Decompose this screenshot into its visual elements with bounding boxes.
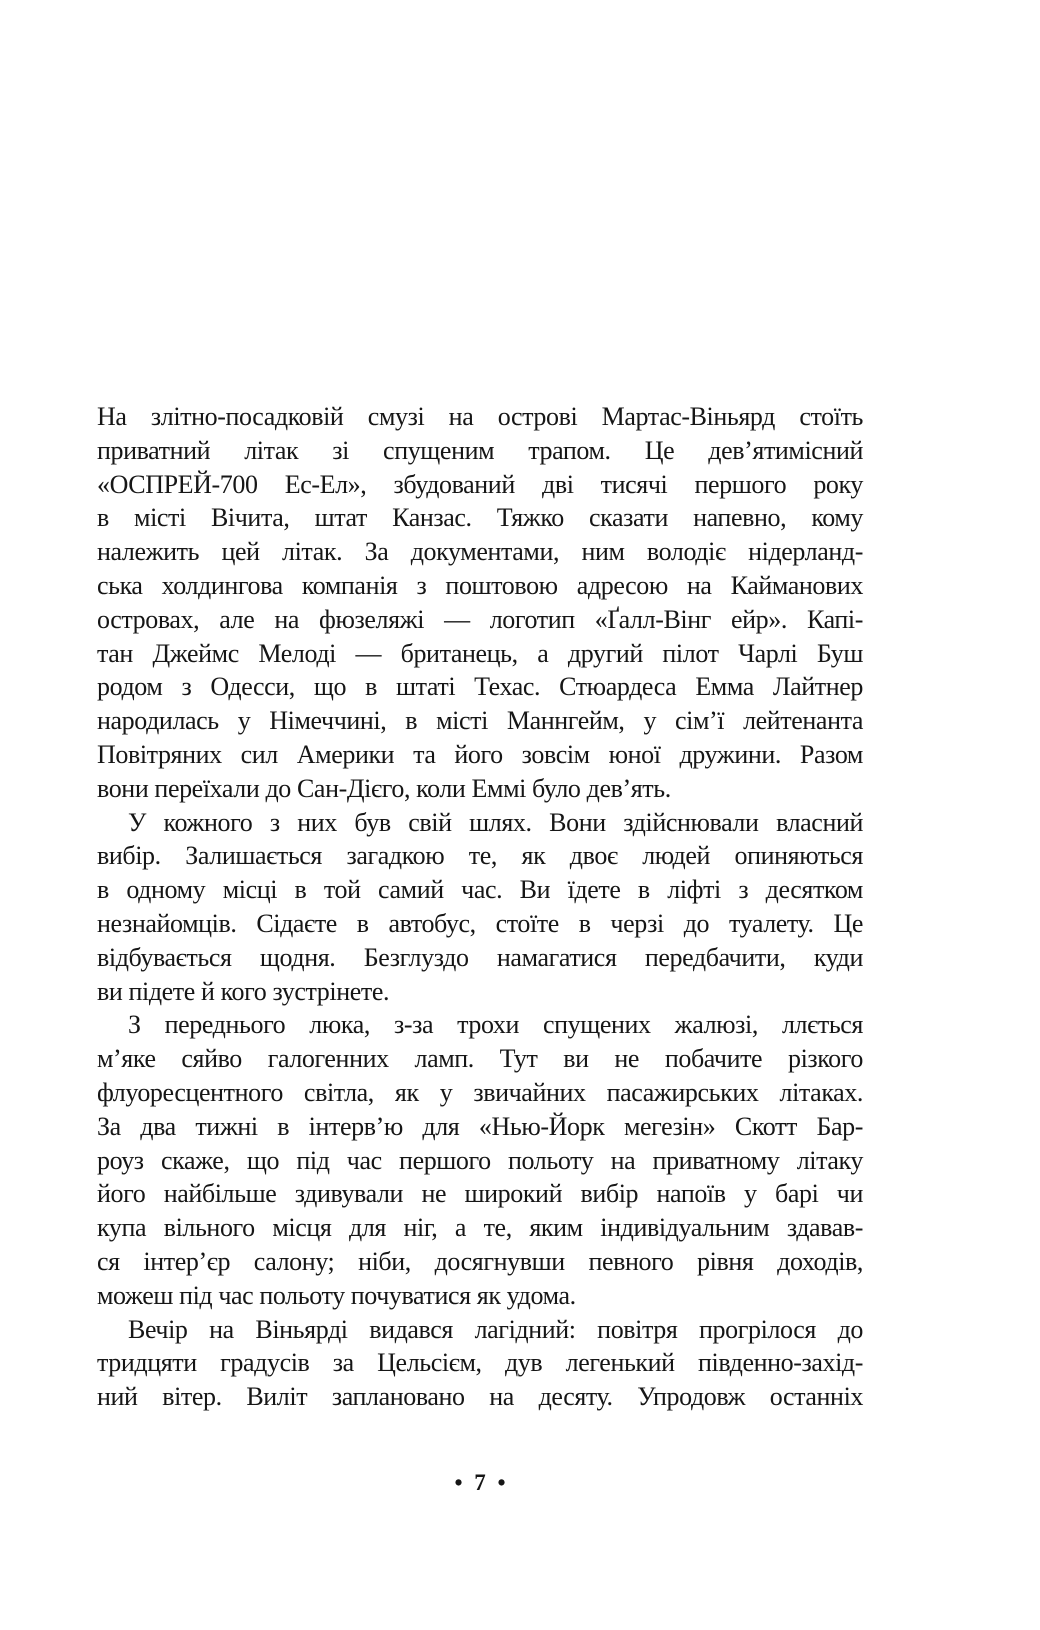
text-line: вибір. Залишається загадкою те, як двоє людей опиняються	[97, 841, 863, 871]
text-line: На злітно-посадковій смузі на острові Мартас-Віньярд стоїть	[97, 402, 863, 431]
text-line: народилась у Німеччині, в місті Маннгейм, у сім’ї лейтенанта	[97, 706, 863, 736]
text-line: в місті Вічита, штат Канзас. Тяжко сказати напевно, кому	[97, 503, 863, 533]
text-line: м’яке сяйво галогенних ламп. Тут ви не побачите різкого	[97, 1044, 863, 1074]
text-line: можеш під час польоту почуватися як удома.	[97, 1280, 576, 1310]
text-line: тридцяти градусів за Цельсієм, дув легенький південно-захід-	[97, 1348, 863, 1378]
text-line: належить цей літак. За документами, ним володіє нідерланд-	[97, 537, 863, 567]
text-line: ви підете й кого зустрінете.	[97, 976, 390, 1006]
text-line: приватний літак зі спущеним трапом. Це дев’ятимісний	[97, 435, 863, 465]
text-line: «ОСПРЕЙ-700 Ес-Ел», збудований дві тисячі першого року	[97, 469, 863, 499]
text-line: ся інтер’єр салону; ніби, досягнувши певного рівня доходів,	[97, 1246, 863, 1276]
text-line: тан Джеймс Мелоді — британець, а другий пілот Чарлі Буш	[97, 638, 863, 668]
text-line: Вечір на Віньярді видався лагідний: повітря прогрілося до	[128, 1314, 863, 1344]
text-line: купа вільного місця для ніг, а те, яким індивідуальним здавав-	[97, 1213, 863, 1243]
text-line: З переднього люка, з-за трохи спущених жалюзі, ллється	[128, 1010, 863, 1040]
text-line: Повітряних сил Америки та його зовсім юної дружини. Разом	[97, 739, 863, 769]
text-line: родом з Одесси, що в штаті Техас. Стюардеса Емма Лайтнер	[97, 672, 863, 702]
page-number: • 7 •	[454, 1470, 506, 1495]
text-line: вони переїхали до Сан-Дієго, коли Еммі було дев’ять.	[97, 773, 671, 803]
text-line: роуз скаже, що під час першого польоту на приватному літаку	[97, 1145, 863, 1175]
text-line: За два тижні в інтерв’ю для «Нью-Йорк мегезін» Скотт Бар-	[97, 1111, 863, 1141]
text-line: відбувається щодня. Безглуздо намагатися передбачити, куди	[97, 942, 863, 972]
text-line: в одному місці в той самий час. Ви їдете в ліфті з десятком	[97, 875, 863, 905]
text-line: У кожного з них був свій шлях. Вони здійснювали власний	[128, 807, 863, 837]
text-line: його найбільше здивували не широкий вибір напоїв у барі чи	[97, 1179, 863, 1209]
text-line: незнайомців. Сідаєте в автобус, стоїте в черзі до туалету. Це	[97, 908, 863, 938]
text-line: островах, але на фюзеляжі — логотип «Ґалл-Вінг ейр». Капі-	[97, 604, 863, 634]
text-line: ний вітер. Виліт заплановано на десяту. Упродовж останніх	[97, 1382, 863, 1412]
text-line: ська холдингова компанія з поштовою адресою на Кайманових	[97, 570, 863, 600]
body-text	[97, 400, 863, 1414]
text-line: флуоресцентного світла, як у звичайних пасажирських літаках.	[97, 1077, 863, 1107]
